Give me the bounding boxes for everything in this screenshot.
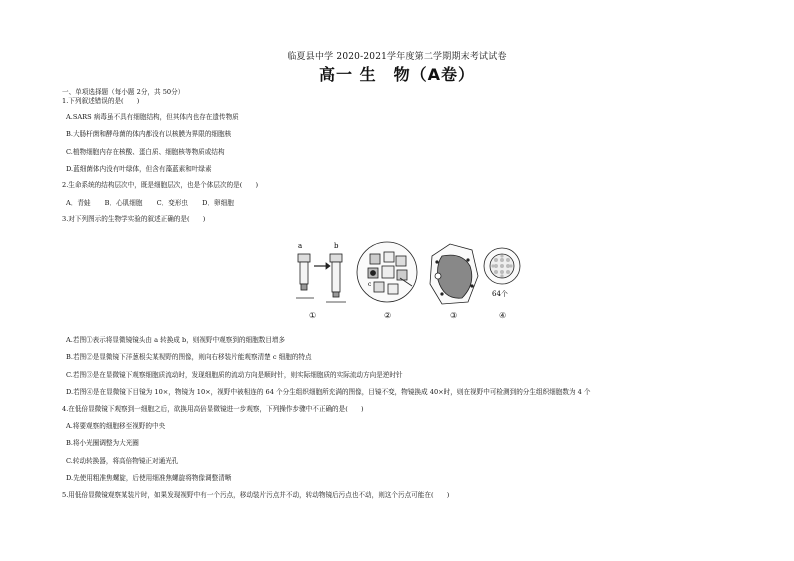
q4-stem: 4.在低倍显微镜下观察到一细胞之后，欲换用高倍显微镜进一步观察，下列操作步骤中不正确的是( ) [62, 405, 364, 413]
caption-1: ① [309, 311, 317, 320]
figure-label-b: b [334, 242, 339, 250]
q5-stem: 5.用低倍显微镜观察某装片时，如果发现视野中有一个污点，移动装片污点并不动，转动物镜后污点也不动，则这个污点可能在( ) [62, 491, 450, 499]
q2-option-d: D．卵细胞 [202, 199, 234, 207]
q3-stem: 3.对下列图示的生物学实验的叙述正确的是( ) [62, 215, 206, 223]
figure-count-label: 64个 [492, 290, 508, 298]
q1-option-d: D.蓝细菌体内没有叶绿体，但含有藻蓝素和叶绿素 [66, 165, 212, 173]
figure-label-c: c [368, 281, 372, 288]
figure-4-cell-grid [484, 248, 520, 284]
q1-option-b: B.大肠杆菌和酵母菌的体内都没有以核膜为界限的细胞核 [66, 130, 232, 138]
q3-option-d: D.若图④是在显微镜下目镜为 10×，物镜为 10×，视野中被相连的 64 个分生组织细胞所充满的图像，目镜不变，物镜换成 40×时，则在视野中可检测到的分生组织细胞数为 4 个 [66, 388, 591, 396]
q3-figure [292, 236, 524, 320]
q3-option-c: C.若图③是在显微镜下观察细胞质流动时，发现细胞质的流动方向是顺时针，则实际细胞质的实际流动方向是逆时针 [66, 371, 403, 379]
figure-label-a: a [298, 242, 303, 250]
figure-2-root-cells [357, 242, 417, 302]
q1-option-c: C.植物细胞内存在核酸、蛋白质、细胞核等物质或结构 [66, 148, 225, 156]
exam-title: 高一 生 物（A卷） [319, 65, 475, 84]
q3-option-b: B.若图②是显微镜下洋葱根尖某视野的图像，则向右移装片能观察清楚 c 细胞的特点 [66, 353, 312, 361]
q4-option-c: C.转动转换器，将高倍物镜正对通光孔 [66, 457, 179, 465]
q2-option-a: A．青蛙 [66, 199, 91, 207]
q2-option-b: B．心肌细胞 [104, 199, 143, 207]
q2-stem: 2.生命系统的结构层次中，既是细胞层次，也是个体层次的是( ) [62, 181, 259, 189]
q4-option-a: A.将要观察的细胞移至视野的中央 [66, 422, 166, 430]
q3-option-a: A.若图①表示将显微镜镜头由 a 转换成 b，则视野中观察到的细胞数目增多 [66, 336, 286, 344]
q2-options [66, 199, 246, 207]
caption-2: ② [384, 311, 392, 320]
figure-1-lenses [296, 254, 346, 302]
section-heading: 一、单项选择题（每小题 2分，共 50分） [62, 88, 185, 96]
q1-stem: 1.下列叙述错误的是( ) [62, 97, 140, 105]
q4-option-b: B.将小光圈调整为大光圈 [66, 439, 139, 447]
school-header: 临夏县中学 2020-2021学年度第二学期期末考试试卷 [287, 52, 507, 62]
q2-option-c: C．变形虫 [156, 199, 189, 207]
caption-3: ③ [450, 311, 458, 320]
figure-3-plant-cell [430, 244, 478, 304]
q4-option-d: D.先使用粗准焦螺旋，后使用细准焦螺旋将物像调整清晰 [66, 474, 232, 482]
caption-4: ④ [499, 311, 507, 320]
figure-illustrations [292, 236, 524, 310]
q1-option-a: A.SARS 病毒虽不具有细胞结构，但其体内也存在遗传物质 [66, 113, 239, 121]
